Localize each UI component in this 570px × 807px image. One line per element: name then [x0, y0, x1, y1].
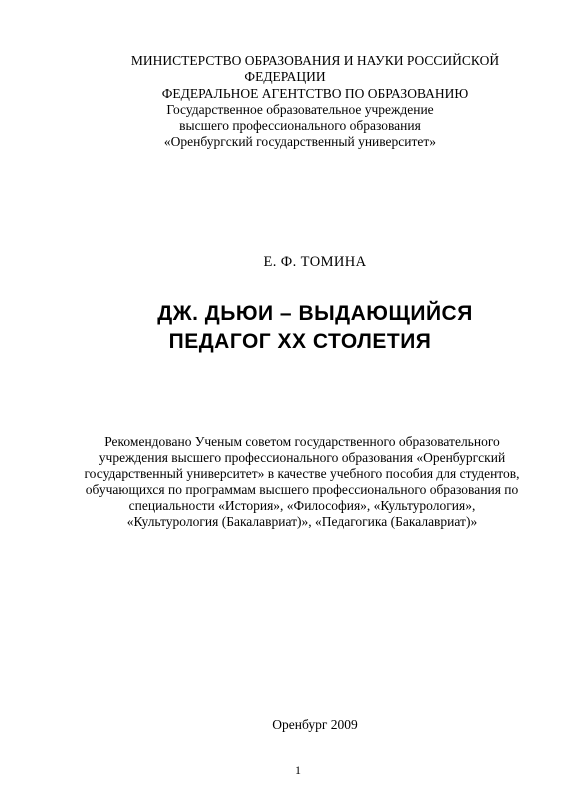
- recommendation-line-4: обучающихся по программам высшего профессионального образования по: [85, 482, 519, 497]
- page-number: 1: [295, 763, 301, 777]
- institution-line-1: Государственное образовательное учреждение: [166, 102, 434, 117]
- ministry-line-2: ФЕДЕРАЦИИ: [244, 69, 326, 84]
- author-name: Е. Ф. ТОМИНА: [263, 254, 367, 270]
- ministry-line-1: МИНИСТЕРСТВО ОБРАЗОВАНИЯ И НАУКИ РОССИЙСКОЙ: [130, 53, 500, 68]
- place-year: Оренбург 2009: [272, 717, 358, 732]
- recommendation-line-5: специальности «История», «Философия», «Культурология»,: [128, 498, 476, 513]
- institution-line-2: высшего профессионального образования: [179, 118, 421, 133]
- recommendation-line-3: государственный университет» в качестве учебного пособия для студентов,: [84, 466, 520, 481]
- agency-line: ФЕДЕРАЛЬНОЕ АГЕНТСТВО ПО ОБРАЗОВАНИЮ: [161, 86, 469, 101]
- institution-line-3: «Оренбургский государственный университет»: [163, 134, 437, 149]
- title-line-2: ПЕДАГОГ ХХ СТОЛЕТИЯ: [168, 330, 432, 353]
- recommendation-line-2: учреждения высшего профессионального образования «Оренбургский: [98, 450, 506, 465]
- recommendation-line-1: Рекомендовано Ученым советом государственного образовательного: [104, 434, 500, 449]
- recommendation-line-6: «Культурология (Бакалавриат)», «Педагогика (Бакалавриат)»: [126, 514, 478, 529]
- title-line-1: ДЖ. ДЬЮИ – ВЫДАЮЩИЙСЯ: [157, 302, 473, 325]
